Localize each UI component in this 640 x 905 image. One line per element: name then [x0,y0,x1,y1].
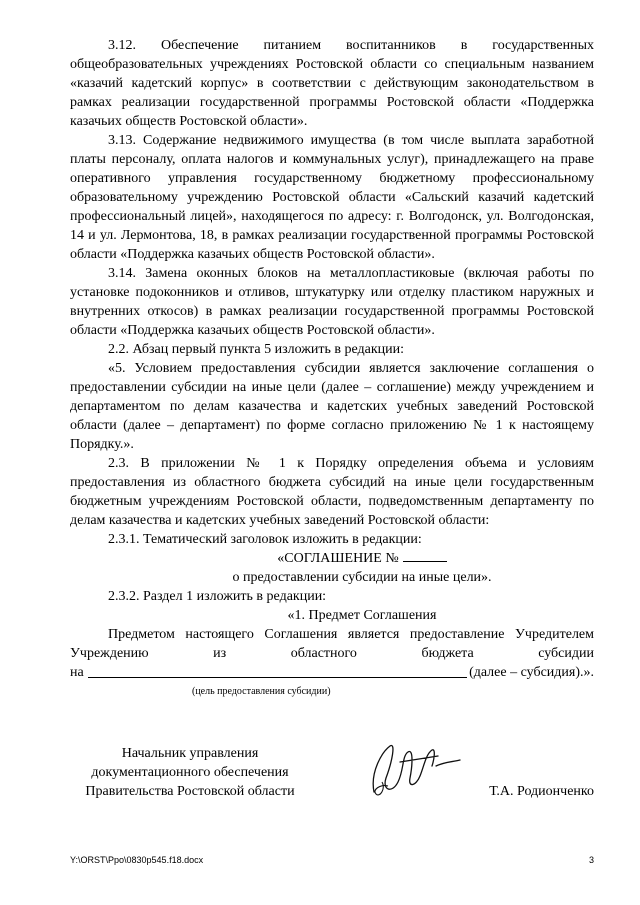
document-body [70,36,594,699]
page-footer [70,855,594,865]
paragraph-2-2: 2.2. Абзац первый пункта 5 изложить в редакции: [108,342,405,357]
section-title: «1. Предмет Соглашения [287,608,437,623]
paragraph-3-12: 3.12. Обеспечение питанием воспитанников в государственных общеобразовательных учреждениях Ростовской области со специальным названием «казачий кадетский корпус» в соответствии с действующим законодательством в рамках реализации государственной программы Ростовской области «Поддержка казачьих обществ Ростовской области». [70,38,594,129]
handwritten-signature [352,732,472,812]
fill-caption: (цель предоставления субсидии) [192,686,331,697]
page-number: 3 [588,855,594,865]
subject-text: Предметом настоящего Соглашения является предоставление Учредителем Учреждению из областного бюджета субсидии [70,627,594,661]
agreement-subtitle: о предоставлении субсидии на иные цели». [232,570,492,585]
paragraph-2-3-2: 2.3.2. Раздел 1 изложить в редакции: [108,589,327,604]
paragraph-2-3-1: 2.3.1. Тематический заголовок изложить в редакции: [108,532,422,547]
paragraph-3-14: 3.14. Замена оконных блоков на металлопластиковые (включая работы по установке подоконников и отливов, штукатурку или отделку пластиком наружных и внутренних откосов) в рамках реализации государственной программы Ростовской области «Поддержка казачьих обществ Ростовской области». [70,266,594,338]
agreement-title: «СОГЛАШЕНИЕ № [70,549,594,568]
signature-block [70,744,594,804]
subsidy-purpose-line: на (далее – субсидия).». [70,665,594,680]
paragraph-2-2-quote: «5. Условием предоставления субсидии является заключение соглашения о предоставлении субсидии на иные цели (далее – соглашение) между учреждением и департаментом по делам казачества и кадетских учебных заведений Ростовской области (далее – департамент) по форме согласно приложению № 1 к настоящему Порядку.». [70,361,594,452]
signatory-position: Начальник управления документационного обеспечения Правительства Ростовской области [85,746,295,799]
paragraph-3-13: 3.13. Содержание недвижимого имущества (в том числе выплата заработной платы персоналу, оплата налогов и коммунальных услуг), принадлежащего на праве оперативного управления государственному бюджетному профессиональному образовательному учреждению Ростовской области «Сальский казачий кадетский профессиональный лицей», находящегося по адресу: г. Волгодонск, ул. Волгодонская, 14 и ул. Лермонтова, 18, в рамках реализации государственной программы Ростовской области «Поддержка казачьих обществ Ростовской области». [70,133,594,262]
paragraph-2-3: 2.3. В приложении № 1 к Порядку определения объема и условиям предоставления из областного бюджета субсидий на иные цели государственным бюджетным учреждениям Ростовской области, подведомственным департаменту по делам казачества и кадетских учебных заведений Ростовской области: [70,456,594,528]
agreement-number-blank [403,549,447,562]
file-path: Y:\ORST\Ppo\0830p545.f18.docx [70,855,204,865]
signatory-name: Т.А. Родионченко [489,784,594,799]
fill-blank-line [88,676,467,678]
